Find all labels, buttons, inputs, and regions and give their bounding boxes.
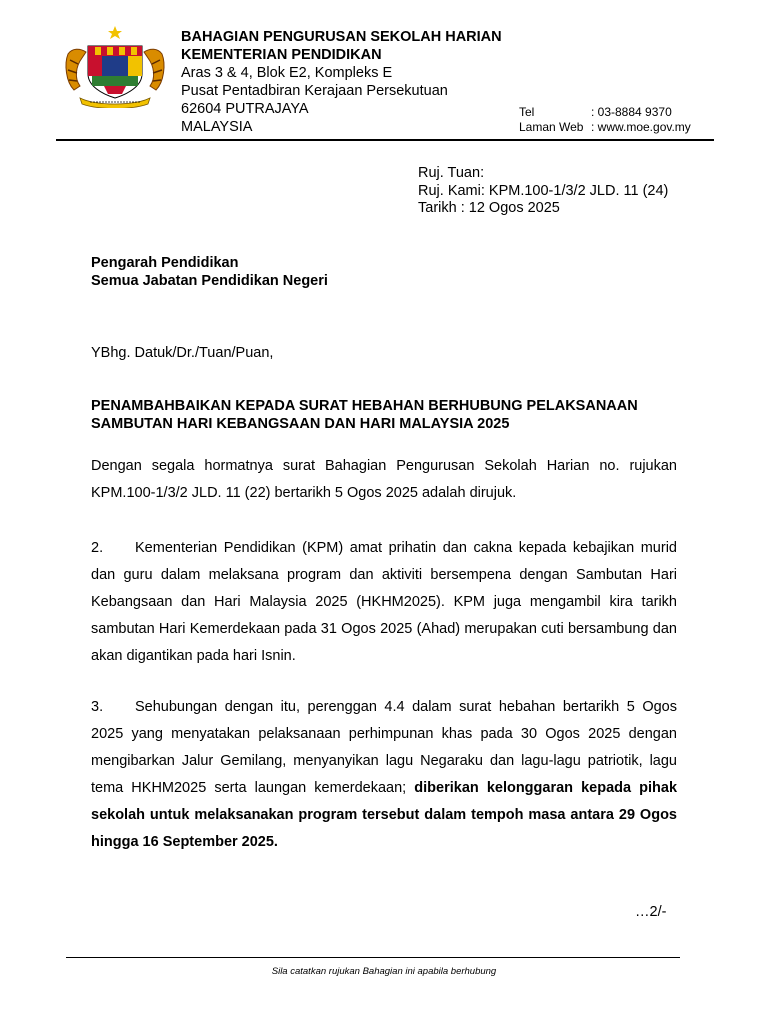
contact-block [519,105,691,135]
subject-line: SAMBUTAN HARI KEBANGSAAN DAN HARI MALAYSIA 2025 [91,415,510,432]
recipient-block [91,255,328,290]
reference-block [418,165,668,218]
header-divider [56,139,714,141]
footer-note: Sila catatkan rujukan Bahagian ini apabila berhubung [271,966,497,977]
department-name: BAHAGIAN PENGURUSAN SEKOLAH HARIAN [181,29,502,45]
subject-line: PENAMBAHBAIKAN KEPADA SURAT HEBAHAN BERHUBUNG PELAKSANAAN [91,398,638,414]
paragraph-number: 3. [91,699,104,715]
tarikh: Tarikh : 12 Ogos 2025 [418,200,560,216]
malaysia-coat-of-arms-icon [62,24,168,108]
paragraph-text: Sehubungan dengan itu, perenggan 4.4 dalam surat hebahan bertarikh 5 Ogos 2025 yang menyatakan pelaksanaan perhimpunan khas pada 30 Ogos 2025 dengan mengibarkan Jalur Gemilang, menyanyikan lagu Negaraku dan lagu-lagu patriotik, lagu tema HKHM2025 serta laungan kemerdekaan; [91,699,677,796]
paragraph-text: Kementerian Pendidikan (KPM) amat prihatin dan cakna kepada kebajikan murid dan guru dalam melaksana program dan aktiviti bersempena dengan Sambutan Hari Kebangsaan dan Hari Malaysia 2025 (HKHM2025). KPM juga mengambil kira tarikh sambutan Hari Kemerdekaan pada 31 Ogos 2025 (Ahad) merupakan cuti bersambung dan akan digantikan pada hari Isnin. [91,540,677,664]
recipient-office: Semua Jabatan Pendidikan Negeri [91,272,328,289]
paragraph-1: Dengan segala hormatnya surat Bahagian Pengurusan Sekolah Harian no. rujukan KPM.100-1/3/2 JLD. 11 (22) bertarikh 5 Ogos 2025 adalah dirujuk. [91,458,677,501]
web-label: Laman Web [519,120,584,134]
footer-divider [66,957,680,958]
tel-label: Tel [519,105,535,119]
web-value[interactable]: : www.moe.gov.my [591,120,691,134]
address-line: Aras 3 & 4, Blok E2, Kompleks E [181,65,393,81]
paragraph-2 [91,535,677,670]
paragraph-number: 2. [91,540,104,556]
ministry-name: KEMENTERIAN PENDIDIKAN [181,47,382,63]
address-line: MALAYSIA [181,119,253,135]
address-line: 62604 PUTRAJAYA [181,101,309,117]
ruj-tuan: Ruj. Tuan: [418,165,485,181]
salutation: YBhg. Datuk/Dr./Tuan/Puan, [91,345,274,361]
subject-heading [91,398,677,433]
paragraph-bold-text: diberikan kelonggaran kepada pihak sekolah untuk melaksanakan program tersebut dalam tempoh masa antara 29 Ogos hingga 16 September 2025. [91,780,678,850]
tel-value: : 03-8884 9370 [591,105,672,119]
recipient-title: Pengarah Pendidikan [91,255,239,271]
letterhead [181,28,502,136]
paragraph-3 [91,694,677,856]
ruj-kami: Ruj. Kami: KPM.100-1/3/2 JLD. 11 (24) [418,182,669,199]
page-continuation: …2/- [635,904,667,920]
address-line: Pusat Pentadbiran Kerajaan Persekutuan [181,83,448,99]
